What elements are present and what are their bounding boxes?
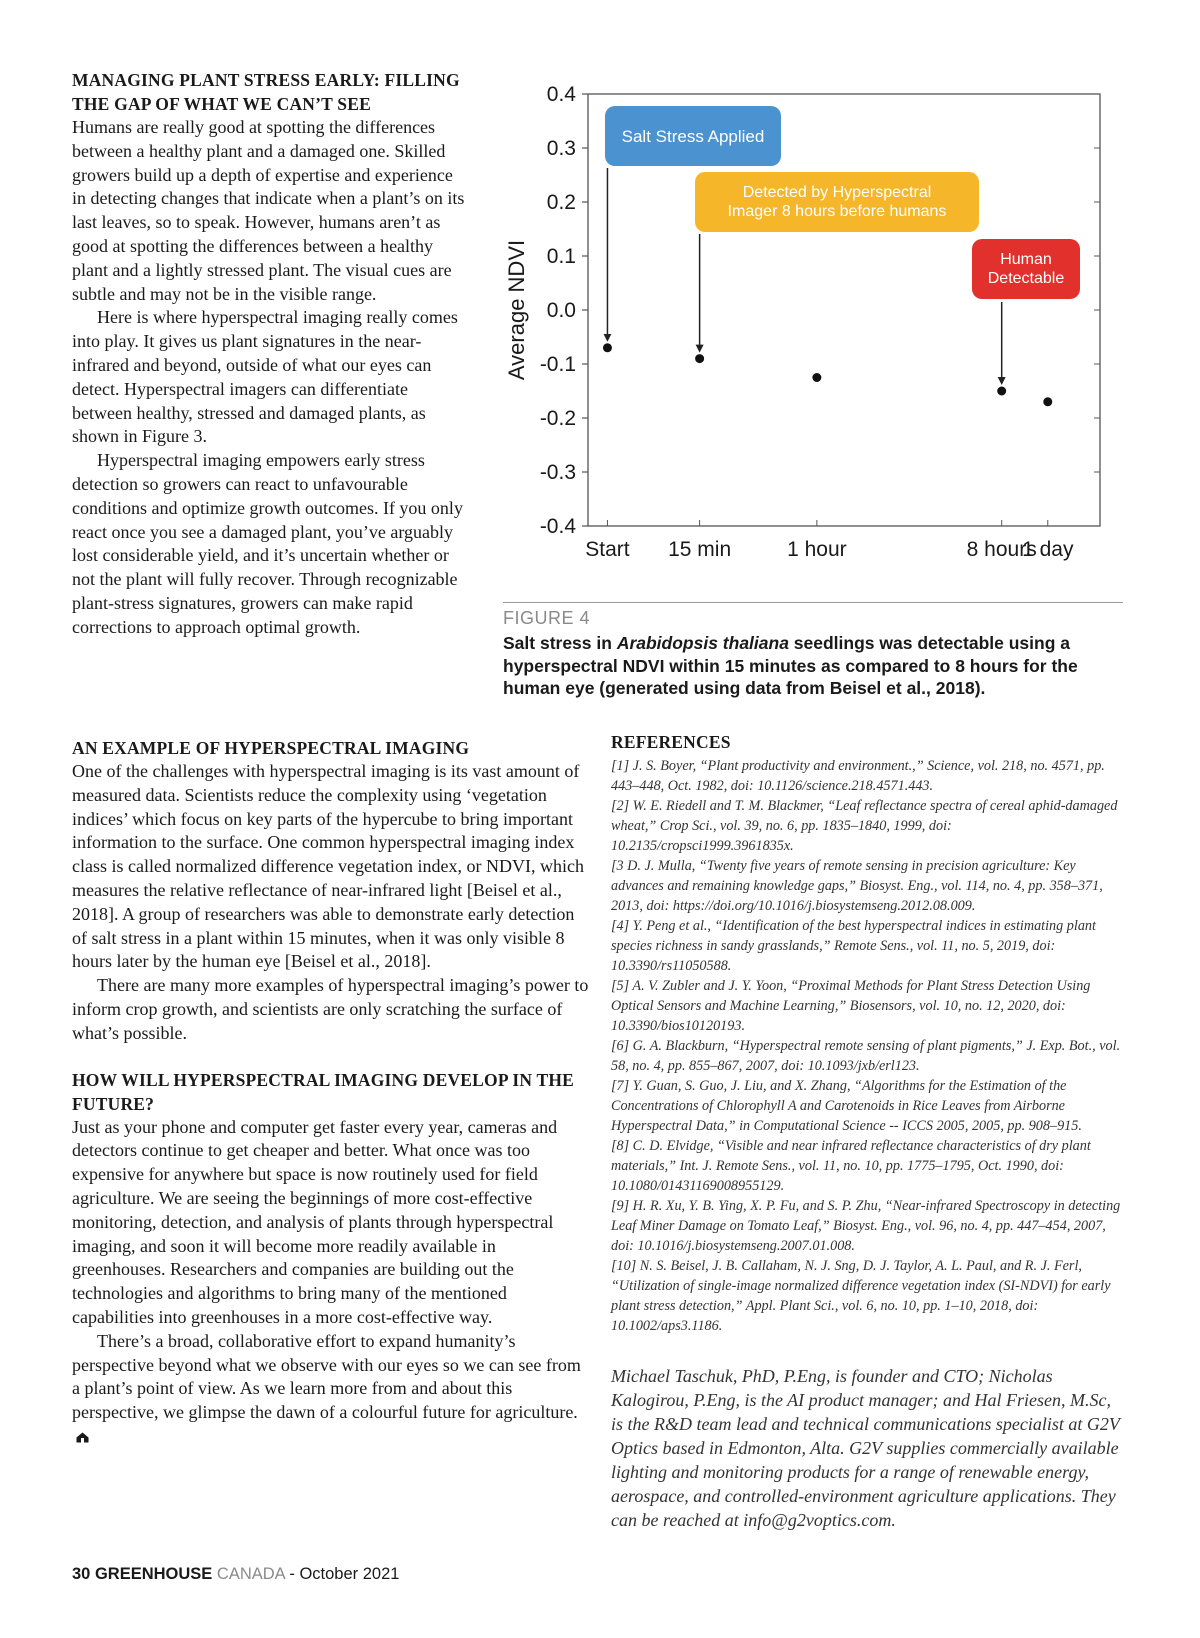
issue-date: - October 2021 bbox=[289, 1565, 400, 1583]
caption-text: Salt stress in bbox=[503, 633, 617, 653]
body-paragraph: There are many more examples of hyperspectral imaging’s power to inform crop growth, and scientists are only scratching the surface of what’s possible. bbox=[72, 975, 589, 1043]
hyperspectral-box bbox=[695, 172, 979, 232]
reference-item: [10] N. S. Beisel, J. B. Callaham, N. J. Sng, D. J. Taylor, A. L. Paul, and R. J. Ferl, “Utilization of single-image normalized difference vegetation index (SI-NDVI) for early plant stress detection,” Appl. Plant Sci., vol. 6, no. 10, pp. 1–10, 2018, doi: 10.1002/aps3.1186. bbox=[611, 1258, 1111, 1334]
y-tick-label: -0.4 bbox=[539, 515, 576, 538]
intro-column bbox=[72, 68, 470, 640]
reference-item: [4] Y. Peng et al., “Identification of the best hyperspectral indices in estimating plant species richness in sandy grasslands,” Remote Sens., vol. 11, no. 5, 2019, doi: 10.3390/rs11050588. bbox=[611, 918, 1096, 974]
caption-text-end: seedlings was detectable using a hyperspectral NDVI within 15 minutes as compared to 8 hours for the human eye (generated using data from Beisel et al., 2018). bbox=[503, 633, 1078, 698]
x-tick-label: Start bbox=[585, 538, 630, 561]
page-footer bbox=[72, 1565, 399, 1584]
reference-item: [8] C. D. Elvidge, “Visible and near infrared reflectance characteristics of dry plant materials,” Int. J. Remote Sens., vol. 11, no. 10, pp. 1775–1795, Oct. 1990, doi: 10.1080/01431169008955129. bbox=[611, 1138, 1091, 1194]
human-detectable-label-line2: Detectable bbox=[987, 270, 1065, 287]
y-tick-label: 0.3 bbox=[546, 137, 576, 160]
page-number: 30 bbox=[72, 1565, 91, 1583]
magazine-name: GREENHOUSE bbox=[94, 1565, 213, 1583]
x-tick-label: 1 hour bbox=[787, 538, 847, 561]
x-tick-label: 8 hours bbox=[966, 538, 1037, 561]
reference-item: [1] J. S. Boyer, “Plant productivity and environment.,” Science, vol. 218, no. 4571, pp. 443–448, Oct. 1982, doi: 10.1126/science.218.4571.443. bbox=[611, 758, 1105, 794]
data-point bbox=[603, 343, 612, 352]
data-points bbox=[603, 343, 1052, 406]
author-bio: Michael Taschuk, PhD, P.Eng, is founder and CTO; Nicholas Kalogirou, P.Eng, is the AI product manager; and Hal Friesen, M.Sc, is the R&D team lead and technical communications specialist at G2V Optics based in Edmonton, Alta. G2V supplies commercially available lighting and monitoring products for a range of renewable energy, aerospace, and controlled-environment agriculture applications. They can be reached at info@g2voptics.com. bbox=[611, 1366, 1120, 1530]
y-axis-label: Average NDVI bbox=[504, 239, 529, 381]
data-point bbox=[1043, 397, 1052, 406]
hyperspectral-label-line1: Detected by Hyperspectral bbox=[742, 184, 932, 201]
figure-label: FIGURE 4 bbox=[503, 608, 591, 628]
reference-item: [6] G. A. Blackburn, “Hyperspectral remote sensing of plant pigments,” J. Exp. Bot., vol. 58, no. 4, pp. 855–867, 2007, doi: 10.1093/jxb/erl123. bbox=[611, 1038, 1121, 1074]
body-paragraph: Here is where hyperspectral imaging really comes into play. It gives us plant signatures in the near-infrared and beyond, outside of what our eyes can detect. Hyperspectral imagers can differentiate between healthy, stressed and damaged plants, as shown in Figure 3. bbox=[72, 307, 458, 447]
human-detectable-label-line1: Human bbox=[1000, 251, 1052, 268]
body-paragraph: Humans are really good at spotting the differences between a healthy plant and a damaged one. Skilled growers build up a depth of expertise and experience in detecting changes that indicate when a plant’s on its last leaves, so to speak. However, humans aren’t as good at spotting the differences between a healthy plant and a lightly stressed plant. The visual cues are subtle and may not be in the visible range. bbox=[72, 117, 465, 304]
y-tick-label: -0.1 bbox=[539, 353, 576, 376]
ndvi-scatter-chart bbox=[500, 72, 1124, 592]
references-list bbox=[611, 756, 1126, 1336]
hyperspectral-callout bbox=[695, 172, 979, 232]
hyperspectral-label-line2: Imager 8 hours before humans bbox=[727, 203, 947, 220]
section-heading-managing-stress: MANAGING PLANT STRESS EARLY: FILLING THE GAP OF WHAT WE CAN’T SEE bbox=[72, 70, 460, 114]
body-paragraph: Just as your phone and computer get faster every year, cameras and detectors continue to get cheaper and better. What once was too expensive for anywhere but space is now routinely used for field agriculture. We are seeing the beginnings of more cost-effective monitoring, detection, and analysis of plants through hyperspectral imaging, and soon it will become more readily available in greenhouses. Researchers and companies are building out the technologies and algorithms to bring many of the mentioned capabilities into greenhouses in a more cost-effective way. bbox=[72, 1116, 558, 1327]
human-detectable-callout bbox=[972, 239, 1080, 299]
figure-caption bbox=[503, 632, 1123, 700]
body-paragraph-final bbox=[72, 1330, 592, 1449]
salt-stress-callout bbox=[605, 106, 781, 166]
reference-item: [7] Y. Guan, S. Guo, J. Liu, and X. Zhang, “Algorithms for the Estimation of the Concentrations of Chlorophyll A and Carotenoids in Rice Leaves from Airborne Hyperspectral Data,” in Computational Science -- ICCS 2005, 2005, pp. 908–915. bbox=[611, 1078, 1082, 1134]
y-tick-label: 0.4 bbox=[546, 83, 576, 106]
figure-4-chart bbox=[500, 72, 1124, 592]
human-detectable-box bbox=[972, 239, 1080, 299]
data-point bbox=[812, 373, 821, 382]
reference-item: [3 D. J. Mulla, “Twenty five years of remote sensing in precision agriculture: Key advances and remaining knowledge gaps,” Biosyst. Eng., vol. 114, no. 4, pp. 358–371, 2013, doi: https://doi.org/10.1016/j.biosystemseng.2012.08.009. bbox=[611, 858, 1103, 914]
y-tick-label: -0.2 bbox=[539, 407, 576, 430]
reference-item: [2] W. E. Riedell and T. M. Blackmer, “Leaf reflectance spectra of cereal aphid-damaged wheat,” Crop Sci., vol. 39, no. 6, pp. 1835–1840, 1999, doi: 10.2135/cropsci1999.3961835x. bbox=[611, 798, 1118, 854]
data-point bbox=[695, 354, 704, 363]
y-tick-label: -0.3 bbox=[539, 461, 576, 484]
y-tick-label: 0.0 bbox=[546, 299, 576, 322]
y-tick-label: 0.2 bbox=[546, 191, 576, 214]
body-paragraph: Hyperspectral imaging empowers early stress detection so growers can react to unfavourable conditions and optimize growth outcomes. If you only react once you see a damaged plant, you’ve arguably lost considerable yield, and it’s uncertain whether or not the plant will fully recover. Through recognizable plant-stress signatures, growers can make rapid corrections to approach optimal growth. bbox=[72, 450, 463, 637]
x-tick-label: 15 min bbox=[668, 538, 732, 561]
references-column bbox=[611, 730, 1126, 1550]
magazine-country: CANADA bbox=[216, 1565, 285, 1583]
salt-stress-label: Salt Stress Applied bbox=[621, 127, 765, 146]
figure-divider bbox=[503, 602, 1123, 603]
greenhouse-end-mark-icon bbox=[76, 1432, 89, 1443]
references-heading: REFERENCES bbox=[611, 732, 731, 752]
section-heading-example: AN EXAMPLE OF HYPERSPECTRAL IMAGING bbox=[72, 738, 470, 758]
section-heading-future: HOW WILL HYPERSPECTRAL IMAGING DEVELOP IN THE FUTURE? bbox=[72, 1069, 575, 1114]
x-tick-label: 1 day bbox=[1022, 538, 1074, 561]
reference-item: [5] A. V. Zubler and J. Y. Yoon, “Proximal Methods for Plant Stress Detection Using Optical Sensors and Machine Learning,” Biosensors, vol. 10, no. 12, 2020, doi: 10.3390/bios10120193. bbox=[611, 978, 1091, 1034]
main-text-column bbox=[72, 736, 592, 1449]
body-paragraph: One of the challenges with hyperspectral imaging is its vast amount of measured data. Scientists reduce the complexity using ‘vegetation indices’ which focus on key parts of the hypercube to bring important information to the surface. One common hyperspectral imaging index class is called normalized difference vegetation index, or NDVI, which measures the relative reflectance of near-infrared light [Beisel et al., 2018]. A group of researchers was able to demonstrate early detection of salt stress in a plant within 15 minutes, when it was only visible 8 hours later by the human eye [Beisel et al., 2018]. bbox=[72, 761, 584, 972]
caption-species: Arabidopsis thaliana bbox=[616, 633, 789, 653]
reference-item: [9] H. R. Xu, Y. B. Ying, X. P. Fu, and S. P. Zhu, “Near-infrared Spectroscopy in detecting Leaf Miner Damage on Tomato Leaf,” Biosyst. Eng., vol. 96, no. 4, pp. 447–454, 2007, doi: 10.1016/j.biosystemseng.2007.01.008. bbox=[611, 1198, 1121, 1254]
data-point bbox=[997, 387, 1006, 396]
y-tick-label: 0.1 bbox=[546, 245, 576, 268]
final-paragraph-text: There’s a broad, collaborative effort to expand humanity’s perspective beyond what we observe with our eyes so we can see from a plant’s point of view. As we learn more from and about this perspective, we glimpse the dawn of a colourful future for agriculture. bbox=[72, 1330, 581, 1423]
